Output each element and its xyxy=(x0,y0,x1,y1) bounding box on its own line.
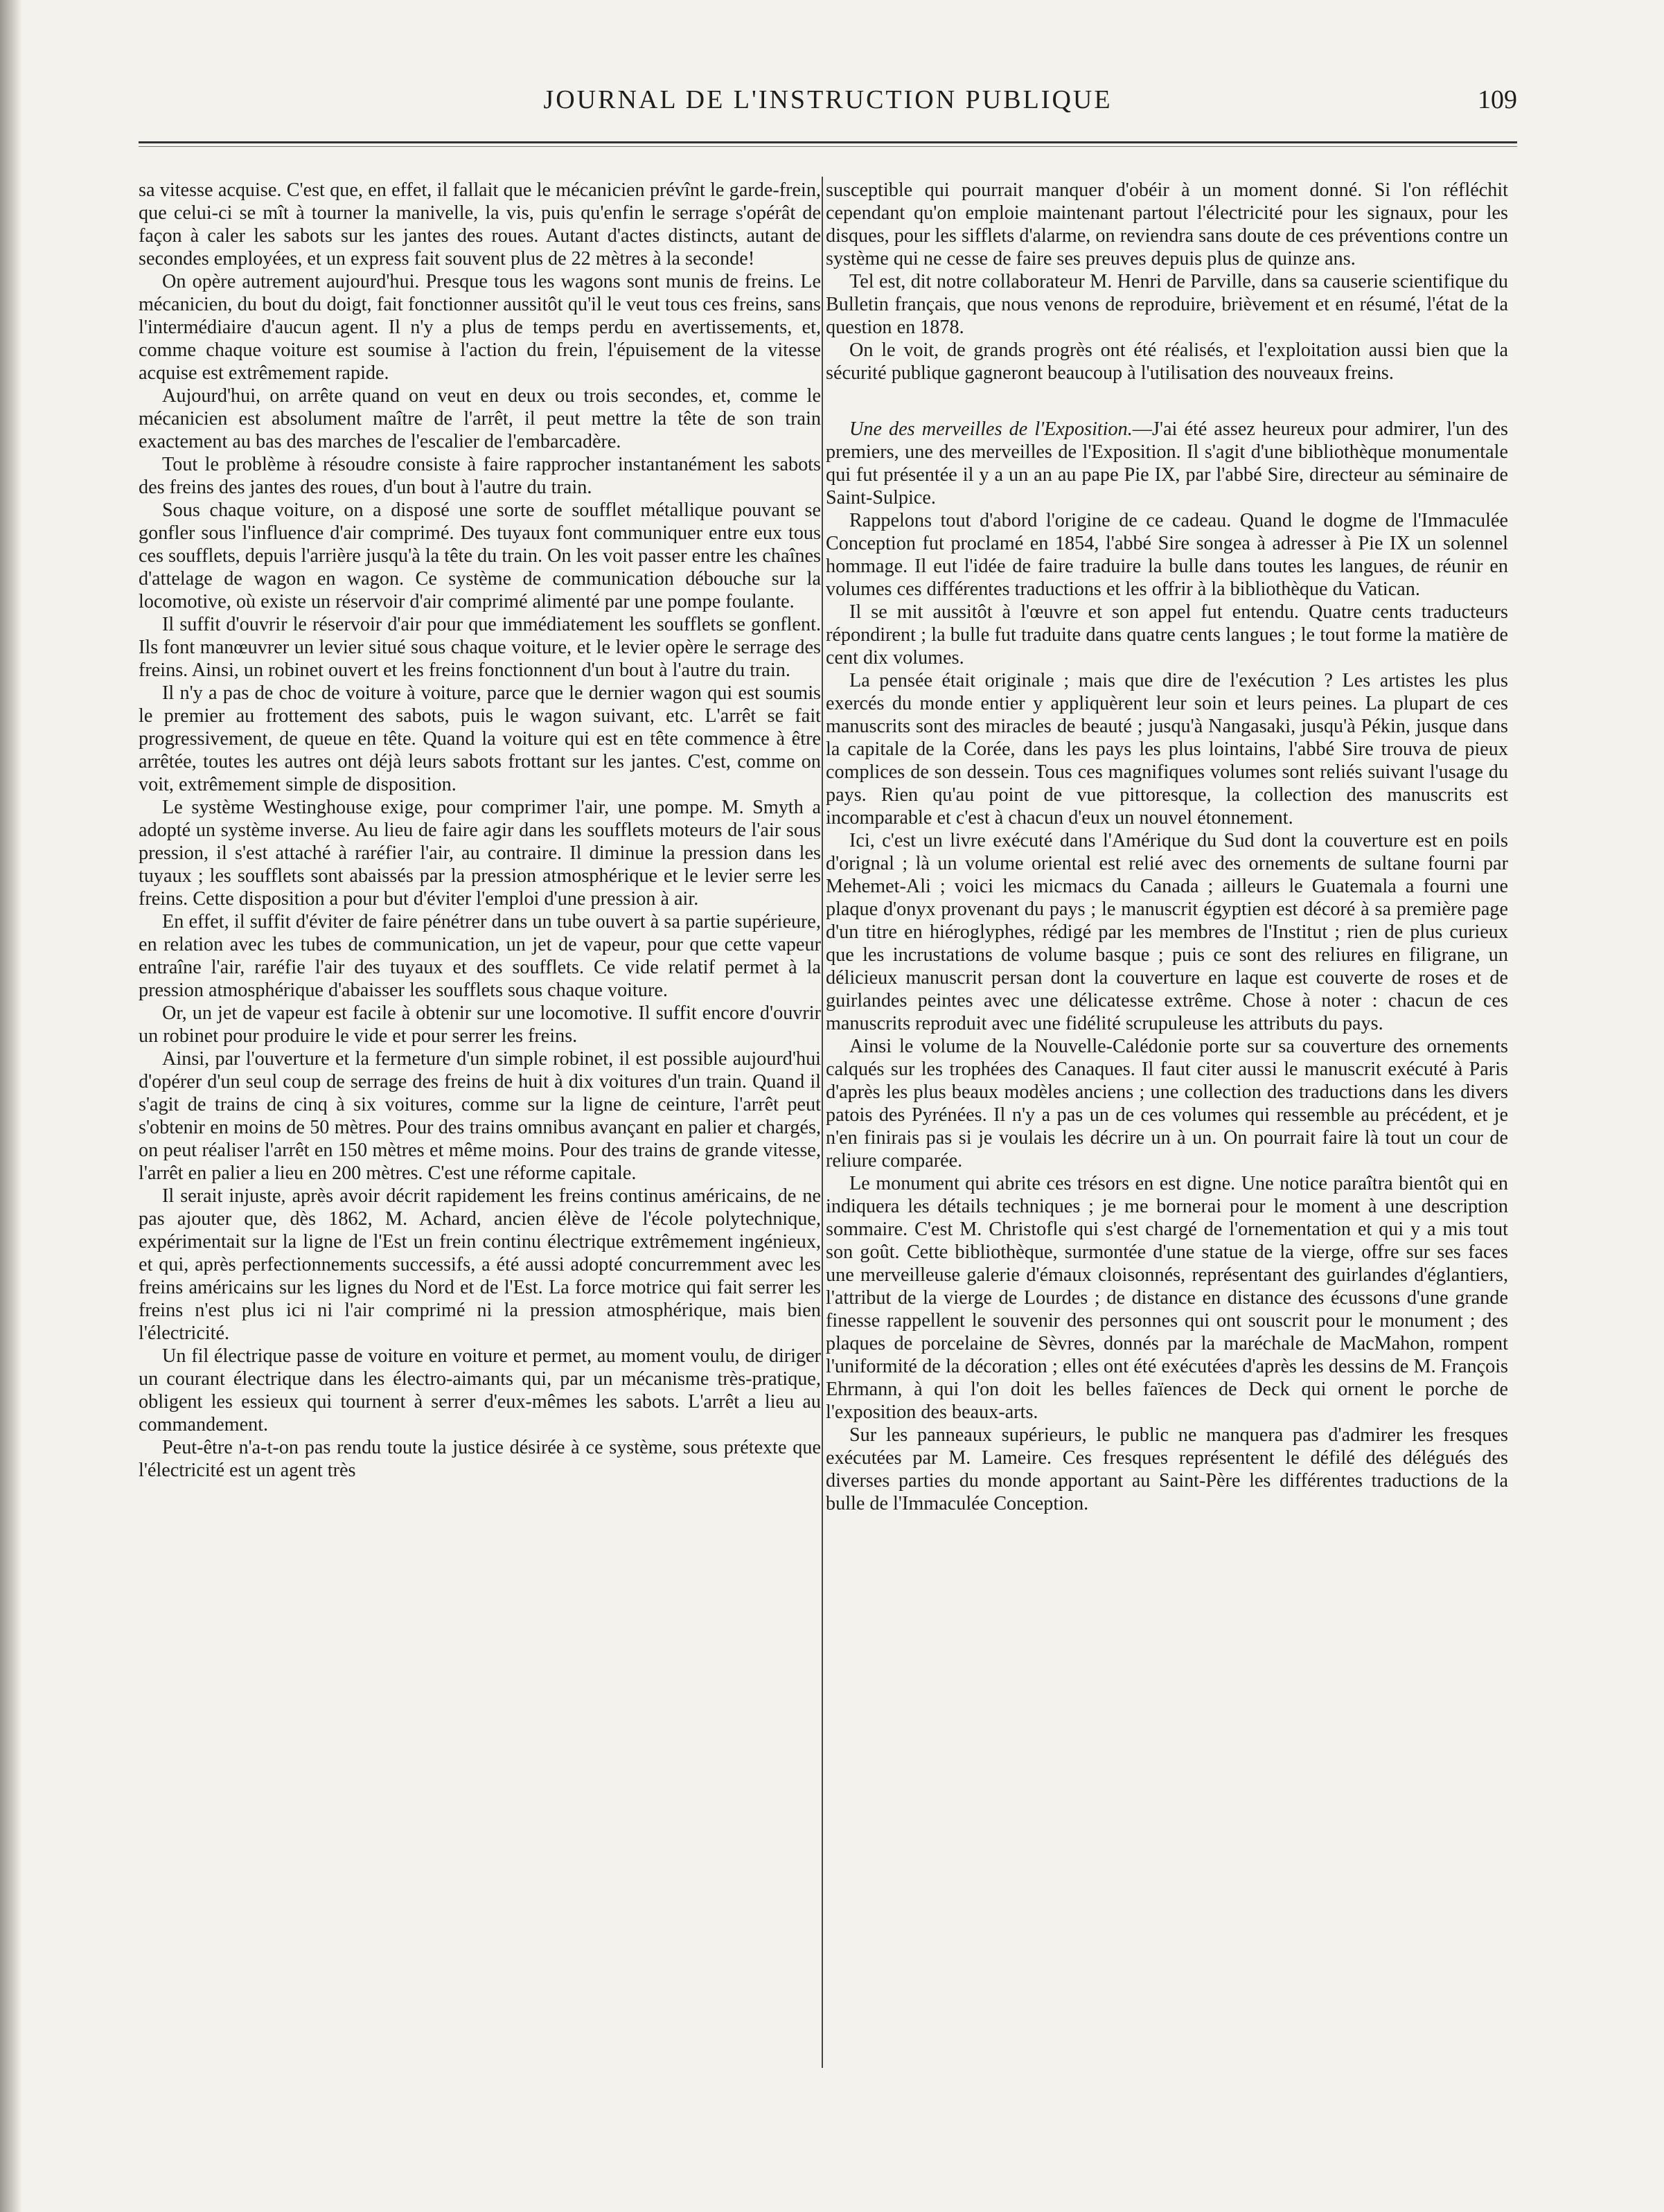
paragraph: En effet, il suffit d'éviter de faire pénétrer dans un tube ouvert à sa partie supérieure, en relation avec les tubes de communication, un jet de vapeur, pour que cette vapeur entraîne l'air, raréfie l'air des tuyaux et des soufflets. Ce vide relatif permet à la pression atmosphérique d'abaisser les soufflets sous chaque voiture. xyxy=(139,911,821,1001)
paragraph: Le monument qui abrite ces trésors en est digne. Une notice paraîtra bientôt qui en indiquera les détails techniques ; je me bornerai pour le moment à une description sommaire. C'est M. Christofle qui s'est chargé de l'ornementation et qui y a mis tout son goût. Cette bibliothèque, surmontée d'une statue de la vierge, offre sur ses faces une merveilleuse galerie d'émaux cloisonnés, représentant des guirlandes d'églantiers, l'attribut de la vierge de Lourdes ; de distance en distance des écussons d'une grande finesse rappellent le souvenir des personnes qui ont souscrit pour le monument ; des plaques de porcelaine de Sèvres, donnés par la maréchale de MacMahon, rompent l'uniformité de la décoration ; elles ont été exécutées d'après les dessins de M. François Ehrmann, à qui l'on doit les belles faïences de Deck qui ornent le porche de l'exposition des beaux-arts. xyxy=(826,1173,1508,1423)
section-title: Une des merveilles de l'Exposition. xyxy=(849,418,1133,440)
section-gap xyxy=(826,384,1508,418)
section-lead: —J'ai été assez heureux pour admirer, l'un des premiers, une des merveilles de l'Exposition. Il s'agit d'une bibliothèque monumentale qui fut présentée il y a un an au pape Pie IX, par l'abbé Sire, directeur au séminaire de Saint-Sulpice. xyxy=(826,418,1508,508)
paragraph: Il suffit d'ouvrir le réservoir d'air pour que immédiatement les soufflets se gonflent. Ils font manœuvrer un levier situé sous chaque voiture, et le levier opère le serrage des freins. Ainsi, un robinet ouvert et les freins fonctionnent d'un bout à l'autre du train. xyxy=(139,614,821,681)
paragraph: Un fil électrique passe de voiture en voiture et permet, au moment voulu, de diriger un courant électrique dans les électro-aimants qui, par un mécanisme très-pratique, obligent les essieux qui tournent à serrer d'eux-mêmes les sabots. L'arrêt a lieu au commandement. xyxy=(139,1345,821,1435)
page-header xyxy=(139,82,1517,123)
paragraph: On le voit, de grands progrès ont été réalisés, et l'exploitation aussi bien que la sécurité publique gagneront beaucoup à l'utilisation des nouveaux freins. xyxy=(826,339,1508,384)
paragraph: Le système Westinghouse exige, pour comprimer l'air, une pompe. M. Smyth a adopté un système inverse. Au lieu de faire agir dans les soufflets moteurs de l'air sous pression, il s'est attaché à raréfier l'air, au contraire. Il diminue la pression dans les tuyaux ; les soufflets sont abaissés par la pression atmosphérique et le levier serre les freins. Cette disposition a pour but d'éviter l'emploi d'une pression à air. xyxy=(139,797,821,910)
paragraph: Peut-être n'a-t-on pas rendu toute la justice désirée à ce système, sous prétexte que l'électricité est un agent très xyxy=(139,1437,821,1481)
paragraph: susceptible qui pourrait manquer d'obéir à un moment donné. Si l'on réfléchit cependant qu'on emploie maintenant partout l'électricité pour les signaux, pour les disques, pour les sifflets d'alarme, on reviendra sans doute de ces préventions contre un système qui ne cesse de faire ses preuves depuis plus de quinze ans. xyxy=(826,179,1508,269)
paragraph: La pensée était originale ; mais que dire de l'exécution ? Les artistes les plus exercés du monde entier y appliquèrent leur soin et leurs peines. La plupart de ces manuscrits sont des miracles de beauté ; jusqu'à Nangasaki, jusqu'à Pékin, jusque dans la capitale de la Corée, dans les pays les plus lointains, l'abbé Sire trouva de pieux complices de son dessein. Tous ces magnifiques volumes sont reliés suivant l'usage du pays. Rien qu'au point de vue pittoresque, la collection des manuscrits est incomparable et c'est à chacun d'eux un nouvel étonnement. xyxy=(826,670,1508,829)
scan-margin-shadow xyxy=(0,0,22,2212)
paragraph: Ici, c'est un livre exécuté dans l'Amérique du Sud dont la couverture est en poils d'orignal ; là un volume oriental est relié avec des ornements de sultane fourni par Mehemet-Ali ; voici les micmacs du Canada ; ailleurs le Guatemala a fourni une plaque d'onyx provenant du pays ; le manuscrit égyptien est décoré à sa première page d'un titre en hiéroglyphes, rédigé par les membres de l'Institut ; rien de plus curieux que les incrustations de volume basque ; puis ce sont des reliures en filigrane, un délicieux manuscrit persan dont la couverture en laque est couverte de roses et de guirlandes peintes avec une délicatesse extrême. Chose à noter : chacun de ces manuscrits reproduit avec une fidélité scrupuleuse les attributs du pays. xyxy=(826,830,1508,1034)
paragraph: Il se mit aussitôt à l'œuvre et son appel fut entendu. Quatre cents traducteurs répondirent ; la bulle fut traduite dans quatre cents langues ; le tout forme la matière de cent dix volumes. xyxy=(826,601,1508,669)
paragraph: Tout le problème à résoudre consiste à faire rapprocher instantanément les sabots des freins des jantes des roues, d'un bout à l'autre du train. xyxy=(139,454,821,498)
paragraph: sa vitesse acquise. C'est que, en effet, il fallait que le mécanicien prévînt le garde-frein, que celui-ci se mît à tourner la manivelle, la vis, puis qu'enfin le serrage s'opérât de façon à caler les sabots sur les jantes des roues. Autant d'actes distincts, autant de secondes employées, et un express fait souvent plus de 22 mètres à la seconde! xyxy=(139,179,821,269)
paragraph: Aujourd'hui, on arrête quand on veut en deux ou trois secondes, et, comme le mécanicien est absolument maître de l'arrêt, il peut mettre la tête de son train exactement au bas des marches de l'escalier de l'embarcadère. xyxy=(139,385,821,452)
column-divider xyxy=(822,177,823,2068)
paragraph: On opère autrement aujourd'hui. Presque tous les wagons sont munis de freins. Le mécanicien, du bout du doigt, fait fonctionner aussitôt qu'il le veut tous ces freins, sans l'intermédiaire d'aucun agent. Il n'y a plus de temps perdu en avertissements, et, comme chaque voiture est soumise à l'action du frein, l'épuisement de la vitesse acquise est extrêmement rapide. xyxy=(139,271,821,384)
paragraph: Il n'y a pas de choc de voiture à voiture, parce que le dernier wagon qui est soumis le premier au frottement des sabots, puis le wagon suivant, etc. L'arrêt se fait progressivement, de queue en tête. Quand la voiture qui est en tête commence à être arrêtée, toutes les autres ont déjà leurs sabots frottant sur les jantes. C'est, comme on voit, extrêmement simple de disposition. xyxy=(139,682,821,795)
running-title: JOURNAL DE L'INSTRUCTION PUBLIQUE xyxy=(543,85,1113,114)
paragraph: Tel est, dit notre collaborateur M. Henri de Parville, dans sa causerie scientifique du Bulletin français, que nous venons de reproduire, brièvement et en résumé, l'état de la question en 1878. xyxy=(826,271,1508,338)
left-column xyxy=(139,179,821,1482)
paragraph: Il serait injuste, après avoir décrit rapidement les freins continus américains, de ne pas ajouter que, dès 1862, M. Achard, ancien élève de l'école polytechnique, expérimentait sur la ligne de l'Est un frein continu électrique extrêmement ingénieux, et qui, après perfectionnements successifs, a été aussi adopté concurremment avec les freins américains sur les lignes du Nord et de l'Est. La force motrice qui fait serrer les freins n'est plus ici ni l'air comprimé ni la pression atmosphérique, mais bien l'électricité. xyxy=(139,1185,821,1344)
paragraph: Or, un jet de vapeur est facile à obtenir sur une locomotive. Il suffit encore d'ouvrir un robinet pour produire le vide et pour serrer les freins. xyxy=(139,1002,821,1047)
header-rule xyxy=(139,141,1517,147)
paragraph: Rappelons tout d'abord l'origine de ce cadeau. Quand le dogme de l'Immaculée Conception fut proclamé en 1854, l'abbé Sire songea à adresser à Pie IX un solennel hommage. Il eut l'idée de faire traduire la bulle dans toutes les langues, de réunir en volumes ces différentes traductions et les offrir à la bibliothèque du Vatican. xyxy=(826,510,1508,600)
paragraph: Ainsi, par l'ouverture et la fermeture d'un simple robinet, il est possible aujourd'hui d'opérer d'un seul coup de serrage des freins de huit à dix voitures d'un train. Quand il s'agit de trains de cinq à six voitures, comme sur la ligne de ceinture, l'arrêt peut s'obtenir en moins de 50 mètres. Pour des trains omnibus avançant en palier et chargés, on peut réaliser l'arrêt en 150 mètres et même moins. Pour des trains de grande vitesse, l'arrêt en palier a lieu en 200 mètres. C'est une réforme capitale. xyxy=(139,1048,821,1184)
paragraph: Ainsi le volume de la Nouvelle-Calédonie porte sur sa couverture des ornements calqués sur les trophées des Canaques. Il faut citer aussi le manuscrit exécuté à Paris d'après les plus beaux modèles anciens ; une collection des traductions dans les divers patois des Pyrénées. Il n'y a pas un de ces volumes qui ressemble au précédent, et je n'en finirais pas si je voulais les décrire un à un. On pourrait faire là tout un cour de reliure comparée. xyxy=(826,1036,1508,1171)
page-number: 109 xyxy=(1478,85,1517,114)
paragraph: Sous chaque voiture, on a disposé une sorte de soufflet métallique pouvant se gonfler sous l'influence d'air comprimé. Des tuyaux font communiquer entre eux tous ces soufflets, depuis l'arrière jusqu'à la tête du train. On les voit passer entre les chaînes d'attelage de wagon en wagon. Ce système de communication débouche sur la locomotive, où existe un réservoir d'air comprimé alimenté par une pompe foulante. xyxy=(139,499,821,612)
section-lead-paragraph xyxy=(826,418,1508,509)
right-column xyxy=(826,179,1508,1515)
paragraph: Sur les panneaux supérieurs, le public ne manquera pas d'admirer les fresques exécutées par M. Lameire. Ces fresques représentent le défilé des délégués des diverses parties du monde apportant au Saint-Père les différentes traductions de la bulle de l'Immaculée Conception. xyxy=(826,1424,1508,1514)
